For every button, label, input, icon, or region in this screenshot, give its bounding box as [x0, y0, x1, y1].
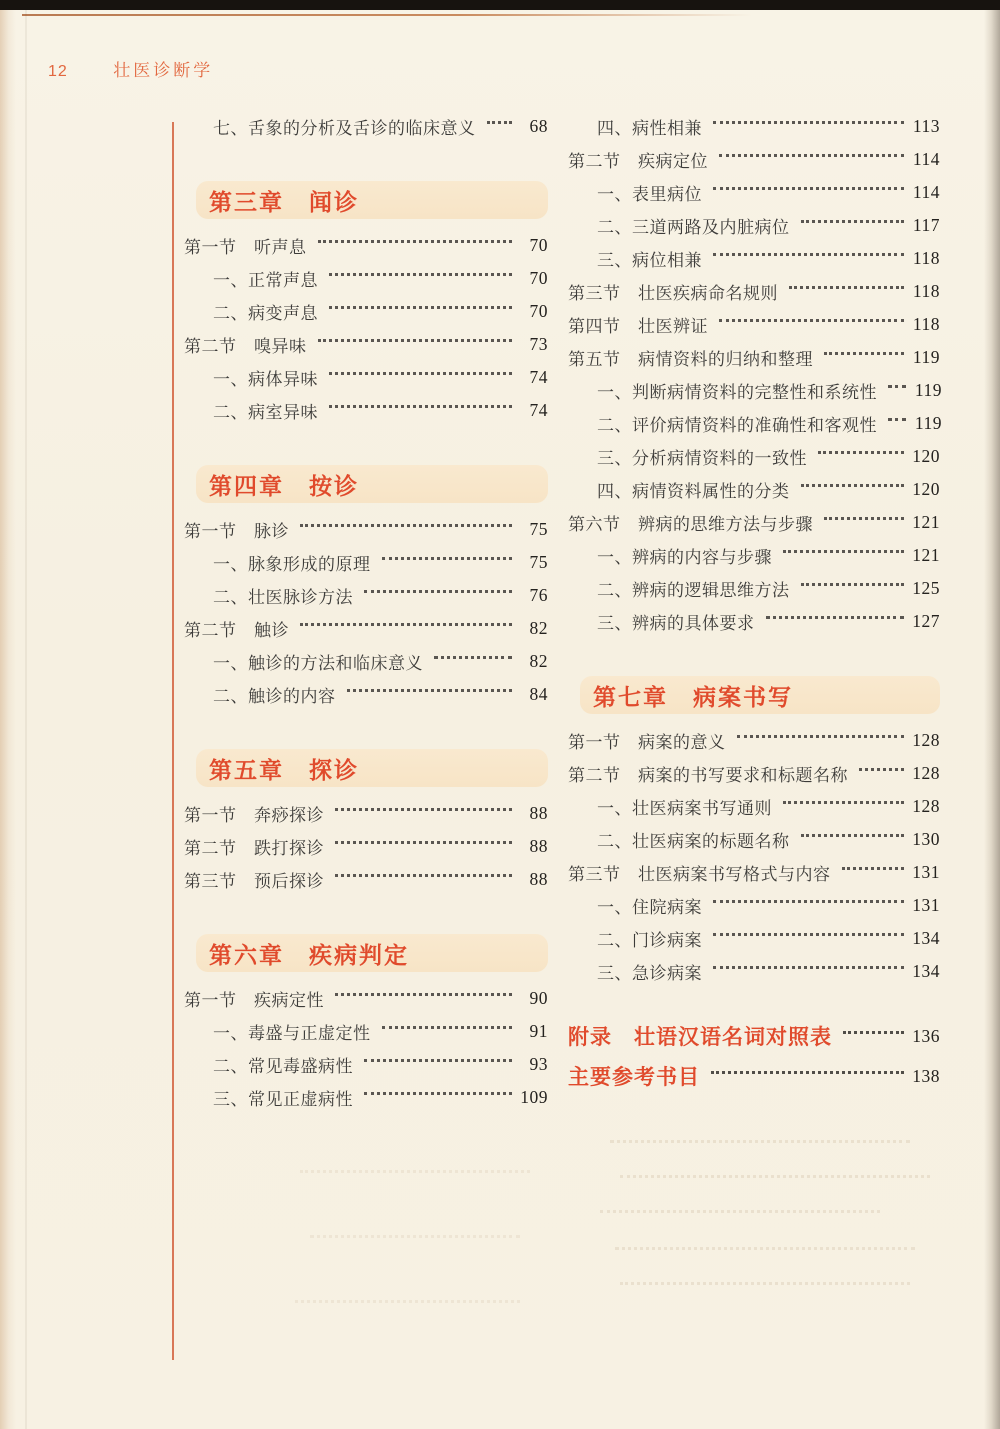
toc-page-number: 134	[912, 961, 940, 981]
toc-page-number: 113	[912, 116, 940, 136]
toc-page-number: 114	[912, 149, 940, 169]
toc-entry	[568, 374, 940, 407]
toc-entry	[184, 579, 548, 612]
toc-page-number: 138	[912, 1065, 940, 1086]
toc-entry	[568, 724, 940, 757]
toc-entry	[184, 262, 548, 295]
chapter-heading-label: 第四章 按诊	[209, 472, 359, 499]
toc-entry	[184, 361, 548, 394]
toc-entry-label: 第二节 病案的书写要求和标题名称	[568, 766, 848, 785]
chapter-heading	[196, 934, 548, 972]
dot-leader	[434, 656, 512, 659]
toc-entry	[184, 1015, 548, 1048]
toc-page-number: 75	[529, 552, 548, 572]
dot-leader	[713, 187, 904, 190]
toc-entry	[568, 473, 940, 506]
toc-entry-label: 附录 壮语汉语名词对照表	[568, 1026, 832, 1049]
dot-leader	[364, 1092, 512, 1095]
dot-leader	[347, 689, 513, 692]
toc-page-number: 70	[529, 268, 548, 288]
toc-entry	[184, 328, 548, 361]
toc-entry	[568, 955, 940, 988]
dot-leader	[713, 933, 904, 936]
toc-entry	[184, 229, 548, 262]
bleedthrough-ghost	[620, 1175, 930, 1178]
toc-entry-label: 四、病性相兼	[597, 119, 702, 138]
column-divider-rule	[172, 122, 174, 1360]
toc-entry-label: 第一节 病案的意义	[568, 733, 726, 752]
dot-leader	[789, 286, 904, 289]
bleedthrough-ghost	[610, 1140, 910, 1143]
toc-entry	[568, 889, 940, 922]
page-crease	[25, 10, 27, 1429]
toc-page-number: 88	[529, 836, 548, 856]
dot-leader	[364, 590, 512, 593]
toc-entry-label: 第二节 触诊	[184, 621, 289, 640]
toc-page-number: 119	[912, 347, 940, 367]
toc-entry	[568, 856, 940, 889]
toc-page-number: 131	[912, 895, 940, 915]
toc-entry	[568, 308, 940, 341]
dot-leader	[329, 372, 512, 375]
toc-entry	[568, 110, 940, 143]
toc-entry-label: 第四节 壮医辨证	[568, 317, 708, 336]
toc-page-number: 82	[529, 618, 548, 638]
toc-page-number: 76	[529, 585, 548, 605]
toc-entry-label: 一、表里病位	[597, 185, 702, 204]
toc-entry	[184, 797, 548, 830]
chapter-heading-label: 第三章 闻诊	[209, 188, 359, 215]
toc-entry	[184, 110, 548, 143]
toc-entry-label: 第一节 奔痧探诊	[184, 806, 324, 825]
toc-entry	[568, 1056, 940, 1096]
toc-entry	[568, 1016, 940, 1056]
toc-entry-label: 一、住院病案	[597, 898, 702, 917]
toc-page-number: 131	[912, 862, 940, 882]
dot-leader	[713, 253, 904, 256]
chapter-heading	[580, 676, 940, 714]
dot-leader	[300, 524, 512, 527]
toc-entry-label: 第二节 跌打探诊	[184, 839, 324, 858]
dot-leader	[487, 121, 513, 124]
dot-leader	[859, 768, 904, 771]
toc-page-number: 75	[529, 519, 548, 539]
dot-leader	[711, 1071, 904, 1074]
toc-page-number: 84	[529, 684, 548, 704]
toc-entry	[184, 612, 548, 645]
toc-entry	[184, 295, 548, 328]
bleedthrough-ghost	[300, 1170, 530, 1173]
dot-leader	[713, 121, 904, 124]
toc-page-number: 88	[529, 803, 548, 823]
toc-entry	[568, 572, 940, 605]
dot-leader	[713, 966, 904, 969]
dot-leader	[801, 834, 905, 837]
dot-leader	[842, 867, 905, 870]
dot-leader	[318, 339, 513, 342]
dot-leader	[888, 418, 906, 421]
dot-leader	[713, 900, 904, 903]
dot-leader	[818, 451, 904, 454]
chapter-heading	[196, 749, 548, 787]
toc-page-number: 121	[912, 512, 940, 532]
toc-entry-label: 二、壮医病案的标题名称	[597, 832, 790, 851]
chapter-heading-label: 第五章 探诊	[209, 756, 359, 783]
toc-entry	[184, 678, 548, 711]
toc-entry	[184, 546, 548, 579]
left-page-edge	[0, 10, 16, 1429]
toc-entry-label: 第三节 预后探诊	[184, 872, 324, 891]
toc-entry	[568, 242, 940, 275]
toc-page-number: 128	[912, 730, 940, 750]
chapter-heading	[196, 181, 548, 219]
toc-entry	[568, 757, 940, 790]
toc-entry	[184, 863, 548, 896]
toc-page-number: 93	[529, 1054, 548, 1074]
toc-entry-label: 一、脉象形成的原理	[213, 555, 371, 574]
dot-leader	[300, 623, 512, 626]
toc-page-number: 130	[912, 829, 940, 849]
dot-leader	[335, 808, 512, 811]
toc-page-number: 125	[912, 578, 940, 598]
toc-entry-label: 二、门诊病案	[597, 931, 702, 950]
dot-leader	[382, 557, 513, 560]
toc-entry-label: 三、病位相兼	[597, 251, 702, 270]
toc-entry	[568, 790, 940, 823]
dot-leader	[335, 841, 512, 844]
toc-entry	[568, 143, 940, 176]
toc-left-column	[184, 110, 548, 1114]
chapter-heading-label: 第六章 疾病判定	[209, 941, 409, 968]
toc-entry-label: 一、壮医病案书写通则	[597, 799, 772, 818]
bleedthrough-ghost	[295, 1300, 520, 1303]
dot-leader	[801, 583, 905, 586]
toc-page-number: 91	[529, 1021, 548, 1041]
toc-entry-label: 二、病变声息	[213, 304, 318, 323]
dot-leader	[329, 306, 512, 309]
toc-entry-label: 一、毒盛与正虚定性	[213, 1024, 371, 1043]
toc-entry	[568, 605, 940, 638]
toc-entry-label: 第三节 壮医疾病命名规则	[568, 284, 778, 303]
toc-entry-label: 一、触诊的方法和临床意义	[213, 654, 423, 673]
folio-page-number: 12	[48, 63, 68, 80]
toc-page-number: 70	[529, 301, 548, 321]
toc-entry-label: 二、病室异味	[213, 403, 318, 422]
toc-page-number: 114	[912, 182, 940, 202]
toc-entry	[184, 982, 548, 1015]
toc-entry-label: 三、辨病的具体要求	[597, 614, 755, 633]
toc-page-number: 90	[529, 988, 548, 1008]
toc-entry-label: 七、舌象的分析及舌诊的临床意义	[213, 119, 476, 138]
toc-entry-label: 第五节 病情资料的归纳和整理	[568, 350, 813, 369]
toc-entry-label: 主要参考书目	[568, 1066, 700, 1089]
toc-page-number: 117	[912, 215, 940, 235]
toc-entry	[568, 539, 940, 572]
toc-entry-label: 一、判断病情资料的完整性和系统性	[597, 383, 877, 402]
toc-entry-label: 二、常见毒盛病性	[213, 1057, 353, 1076]
toc-page-number: 73	[529, 334, 548, 354]
top-edge-rule	[22, 14, 752, 16]
bleedthrough-ghost	[600, 1210, 880, 1213]
toc-entry	[184, 1081, 548, 1114]
toc-page-number: 120	[912, 446, 940, 466]
toc-page-number: 74	[529, 367, 548, 387]
bleedthrough-ghost	[615, 1247, 915, 1250]
page-surface	[0, 10, 1000, 1429]
dot-leader	[801, 220, 905, 223]
toc-page-number: 118	[912, 314, 940, 334]
toc-page-number: 128	[912, 763, 940, 783]
toc-entry-label: 三、分析病情资料的一致性	[597, 449, 807, 468]
toc-entry-label: 第一节 听声息	[184, 238, 307, 257]
toc-entry	[184, 830, 548, 863]
toc-page-number: 121	[912, 545, 940, 565]
running-header	[48, 56, 213, 81]
dot-leader	[318, 240, 513, 243]
dot-leader	[801, 484, 905, 487]
toc-entry	[184, 513, 548, 546]
dot-leader	[335, 874, 512, 877]
toc-page-number: 82	[529, 651, 548, 671]
toc-page-number: 136	[912, 1025, 940, 1046]
toc-page-number: 74	[529, 400, 548, 420]
toc-page-number: 119	[914, 413, 942, 433]
toc-entry	[568, 275, 940, 308]
dot-leader	[364, 1059, 512, 1062]
toc-entry	[568, 341, 940, 374]
book-title: 壮医诊断学	[113, 61, 214, 80]
toc-page-number: 120	[912, 479, 940, 499]
dot-leader	[382, 1026, 513, 1029]
toc-page-number: 88	[529, 869, 548, 889]
dot-leader	[719, 319, 904, 322]
toc-page-number: 118	[912, 248, 940, 268]
dot-leader	[719, 154, 904, 157]
toc-entry-label: 一、病体异味	[213, 370, 318, 389]
toc-entry	[184, 394, 548, 427]
dot-leader	[824, 517, 904, 520]
dot-leader	[766, 616, 905, 619]
toc-entry	[568, 440, 940, 473]
toc-entry-label: 第三节 壮医病案书写格式与内容	[568, 865, 831, 884]
dot-leader	[329, 273, 512, 276]
toc-entry-label: 第六节 辨病的思维方法与步骤	[568, 515, 813, 534]
toc-entry-label: 二、触诊的内容	[213, 687, 336, 706]
dot-leader	[824, 352, 904, 355]
toc-entry-label: 第一节 脉诊	[184, 522, 289, 541]
toc-entry-label: 一、辨病的内容与步骤	[597, 548, 772, 567]
toc-entry-label: 一、正常声息	[213, 271, 318, 290]
toc-entry	[568, 922, 940, 955]
dot-leader	[888, 385, 906, 388]
toc-page-number: 118	[912, 281, 940, 301]
bleedthrough-ghost	[620, 1282, 910, 1285]
toc-right-column	[568, 110, 940, 1096]
toc-page-number: 68	[529, 116, 548, 136]
toc-entry-label: 二、壮医脉诊方法	[213, 588, 353, 607]
dot-leader	[783, 550, 904, 553]
dot-leader	[329, 405, 512, 408]
toc-entry-label: 三、常见正虚病性	[213, 1090, 353, 1109]
toc-entry	[568, 506, 940, 539]
toc-entry-label: 三、急诊病案	[597, 964, 702, 983]
toc-entry	[568, 823, 940, 856]
toc-entry	[568, 209, 940, 242]
toc-entry-label: 第一节 疾病定性	[184, 991, 324, 1010]
chapter-heading	[196, 465, 548, 503]
toc-entry	[184, 645, 548, 678]
toc-page-number: 109	[520, 1087, 548, 1107]
toc-page-number: 127	[912, 611, 940, 631]
dot-leader	[737, 735, 905, 738]
toc-entry-label: 第二节 疾病定位	[568, 152, 708, 171]
dot-leader	[783, 801, 904, 804]
toc-entry-label: 二、评价病情资料的准确性和客观性	[597, 416, 877, 435]
dot-leader	[335, 993, 512, 996]
dot-leader	[843, 1031, 904, 1034]
bleedthrough-ghost	[310, 1235, 520, 1238]
toc-page-number: 128	[912, 796, 940, 816]
toc-page-number: 70	[529, 235, 548, 255]
toc-entry	[568, 407, 940, 440]
toc-entry	[568, 176, 940, 209]
toc-entry	[184, 1048, 548, 1081]
toc-entry-label: 二、辨病的逻辑思维方法	[597, 581, 790, 600]
chapter-heading-label: 第七章 病案书写	[593, 683, 793, 710]
toc-entry-label: 四、病情资料属性的分类	[597, 482, 790, 501]
right-page-edge	[984, 10, 1000, 1429]
toc-entry-label: 第二节 嗅异味	[184, 337, 307, 356]
toc-page-number: 119	[914, 380, 942, 400]
toc-entry-label: 二、三道两路及内脏病位	[597, 218, 790, 237]
toc-page-number: 134	[912, 928, 940, 948]
